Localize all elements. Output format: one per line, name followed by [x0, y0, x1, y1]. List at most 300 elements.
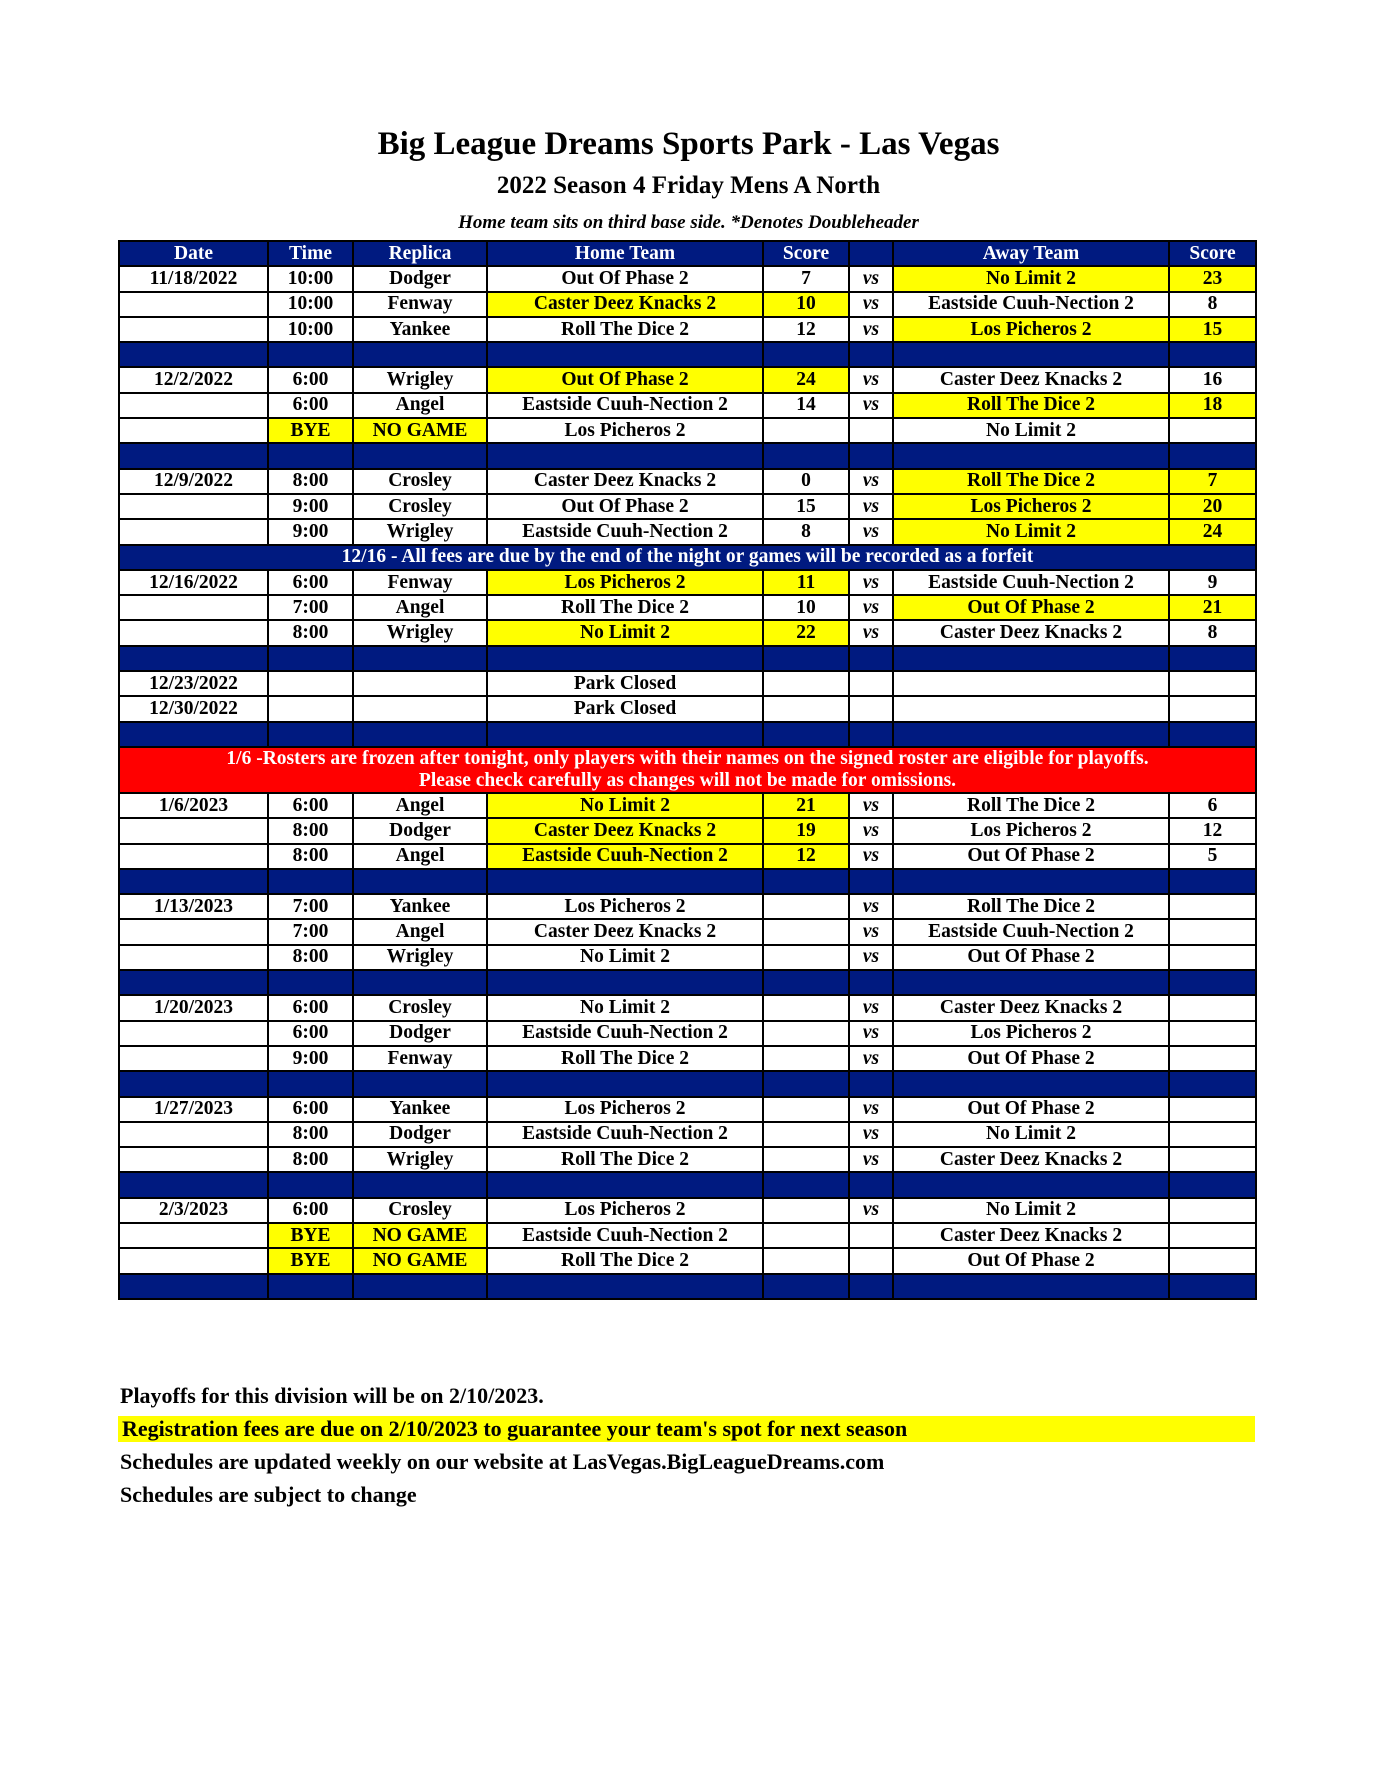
- game-row: [119, 1021, 1256, 1046]
- home-team-cell: Out Of Phase 2: [487, 367, 763, 392]
- separator-cell: [268, 1071, 353, 1096]
- date-cell: [119, 844, 268, 869]
- separator-cell: [487, 342, 763, 367]
- home-score-cell: 0: [763, 469, 849, 494]
- separator-cell: [353, 970, 487, 995]
- game-row: [119, 1122, 1256, 1147]
- roster-alert-message: 1/6 -Rosters are frozen after tonight, only players with their names on the signed roster are eligible for playoffs. Please check carefully as changes will not be made for omissions.: [119, 747, 1256, 793]
- empty-cell: [893, 671, 1169, 696]
- fees-notice-message: 12/16 - All fees are due by the end of the night or games will be recorded as a forfeit: [119, 545, 1256, 570]
- separator-cell: [1169, 443, 1256, 468]
- away-score-cell: 5: [1169, 844, 1256, 869]
- date-cell: 11/18/2022: [119, 266, 268, 291]
- separator-cell: [268, 1274, 353, 1299]
- time-cell: 6:00: [268, 1097, 353, 1122]
- empty-cell: [763, 1223, 849, 1248]
- replica-cell: Dodger: [353, 818, 487, 843]
- bye-team-cell: Eastside Cuuh-Nection 2: [487, 1223, 763, 1248]
- vs-cell: vs: [849, 894, 893, 919]
- time-cell: 8:00: [268, 818, 353, 843]
- replica-cell: Fenway: [353, 570, 487, 595]
- separator-cell: [119, 443, 268, 468]
- separator-row: [119, 970, 1256, 995]
- separator-row: [119, 646, 1256, 671]
- game-row: [119, 367, 1256, 392]
- vs-cell: vs: [849, 367, 893, 392]
- separator-cell: [849, 646, 893, 671]
- empty-cell: [849, 1223, 893, 1248]
- away-team-cell: No Limit 2: [893, 1198, 1169, 1223]
- date-cell: 12/9/2022: [119, 469, 268, 494]
- home-score-cell: 22: [763, 620, 849, 645]
- date-cell: [119, 945, 268, 970]
- away-team-cell: Eastside Cuuh-Nection 2: [893, 919, 1169, 944]
- bye-team-cell: Out Of Phase 2: [893, 1248, 1169, 1273]
- separator-cell: [893, 722, 1169, 747]
- separator-row: [119, 1071, 1256, 1096]
- home-team-cell: Out Of Phase 2: [487, 266, 763, 291]
- home-team-cell: Los Picheros 2: [487, 1198, 763, 1223]
- away-team-cell: Out Of Phase 2: [893, 1046, 1169, 1071]
- separator-cell: [763, 970, 849, 995]
- separator-cell: [353, 1172, 487, 1197]
- game-row: [119, 393, 1256, 418]
- away-score-cell: [1169, 1147, 1256, 1172]
- separator-cell: [487, 970, 763, 995]
- col-header-date: Date: [119, 241, 268, 266]
- home-score-cell: 19: [763, 818, 849, 843]
- vs-cell: vs: [849, 995, 893, 1020]
- empty-cell: [763, 418, 849, 443]
- vs-cell: vs: [849, 1097, 893, 1122]
- date-cell: 12/2/2022: [119, 367, 268, 392]
- away-team-cell: Out Of Phase 2: [893, 844, 1169, 869]
- separator-cell: [893, 1071, 1169, 1096]
- game-row: [119, 945, 1256, 970]
- away-team-cell: Caster Deez Knacks 2: [893, 620, 1169, 645]
- date-cell: 12/23/2022: [119, 671, 268, 696]
- empty-cell: [849, 696, 893, 721]
- home-team-cell: Los Picheros 2: [487, 570, 763, 595]
- separator-cell: [268, 869, 353, 894]
- date-cell: 1/13/2023: [119, 894, 268, 919]
- date-cell: [119, 393, 268, 418]
- replica-cell: Wrigley: [353, 1147, 487, 1172]
- date-cell: [119, 620, 268, 645]
- home-team-cell: Eastside Cuuh-Nection 2: [487, 1021, 763, 1046]
- date-cell: [119, 1046, 268, 1071]
- time-cell: [268, 696, 353, 721]
- vs-cell: vs: [849, 844, 893, 869]
- replica-cell: Dodger: [353, 1021, 487, 1046]
- game-row: [119, 469, 1256, 494]
- separator-cell: [763, 443, 849, 468]
- vs-cell: vs: [849, 393, 893, 418]
- separator-cell: [1169, 342, 1256, 367]
- separator-cell: [763, 342, 849, 367]
- away-score-cell: 16: [1169, 367, 1256, 392]
- game-row: [119, 595, 1256, 620]
- time-cell: 6:00: [268, 367, 353, 392]
- separator-row: [119, 443, 1256, 468]
- time-cell: 8:00: [268, 469, 353, 494]
- separator-row: [119, 722, 1256, 747]
- home-score-cell: [763, 1122, 849, 1147]
- empty-cell: [1169, 1223, 1256, 1248]
- vs-cell: vs: [849, 317, 893, 342]
- separator-cell: [353, 1071, 487, 1096]
- away-score-cell: 7: [1169, 469, 1256, 494]
- park-closed-cell: Park Closed: [487, 696, 763, 721]
- schedule-body: [119, 266, 1256, 1299]
- replica-cell: Crosley: [353, 469, 487, 494]
- playoffs-note: Playoffs for this division will be on 2/10/2023.: [120, 1383, 544, 1408]
- time-cell: 8:00: [268, 1122, 353, 1147]
- replica-cell: Yankee: [353, 894, 487, 919]
- change-note: Schedules are subject to change: [120, 1482, 417, 1507]
- separator-cell: [763, 1274, 849, 1299]
- date-cell: [119, 1147, 268, 1172]
- date-cell: [119, 494, 268, 519]
- home-team-cell: Los Picheros 2: [487, 894, 763, 919]
- empty-cell: [1169, 418, 1256, 443]
- away-score-cell: 24: [1169, 519, 1256, 544]
- time-cell: 9:00: [268, 1046, 353, 1071]
- date-cell: 1/27/2023: [119, 1097, 268, 1122]
- home-team-cell: No Limit 2: [487, 995, 763, 1020]
- page-title: Big League Dreams Sports Park - Las Vegas: [377, 126, 1000, 162]
- home-team-cell: Roll The Dice 2: [487, 317, 763, 342]
- home-team-cell: No Limit 2: [487, 945, 763, 970]
- replica-cell: Wrigley: [353, 945, 487, 970]
- time-cell: 9:00: [268, 519, 353, 544]
- replica-cell: Wrigley: [353, 367, 487, 392]
- bye-team-cell: No Limit 2: [893, 418, 1169, 443]
- separator-cell: [487, 443, 763, 468]
- replica-cell: Fenway: [353, 292, 487, 317]
- away-score-cell: 8: [1169, 292, 1256, 317]
- separator-cell: [268, 970, 353, 995]
- date-cell: [119, 519, 268, 544]
- away-score-cell: 18: [1169, 393, 1256, 418]
- away-team-cell: Eastside Cuuh-Nection 2: [893, 570, 1169, 595]
- separator-cell: [893, 342, 1169, 367]
- separator-cell: [763, 869, 849, 894]
- bye-team-cell: Los Picheros 2: [487, 418, 763, 443]
- date-cell: 2/3/2023: [119, 1198, 268, 1223]
- game-row: [119, 620, 1256, 645]
- seating-note: Home team sits on third base side. *Denotes Doubleheader: [458, 212, 919, 233]
- replica-cell: Wrigley: [353, 519, 487, 544]
- away-team-cell: Roll The Dice 2: [893, 469, 1169, 494]
- home-team-cell: Caster Deez Knacks 2: [487, 818, 763, 843]
- away-team-cell: Out Of Phase 2: [893, 1097, 1169, 1122]
- away-team-cell: Roll The Dice 2: [893, 793, 1169, 818]
- time-cell: 8:00: [268, 844, 353, 869]
- separator-cell: [268, 722, 353, 747]
- game-row: [119, 919, 1256, 944]
- game-row: [119, 570, 1256, 595]
- replica-cell: Angel: [353, 793, 487, 818]
- empty-cell: [1169, 696, 1256, 721]
- date-cell: [119, 1223, 268, 1248]
- home-score-cell: 12: [763, 317, 849, 342]
- separator-row: [119, 342, 1256, 367]
- home-team-cell: Eastside Cuuh-Nection 2: [487, 519, 763, 544]
- separator-row: [119, 1274, 1256, 1299]
- away-score-cell: 12: [1169, 818, 1256, 843]
- vs-cell: vs: [849, 945, 893, 970]
- home-team-cell: Eastside Cuuh-Nection 2: [487, 844, 763, 869]
- away-score-cell: [1169, 919, 1256, 944]
- away-score-cell: [1169, 1198, 1256, 1223]
- bye-label: BYE: [268, 1223, 353, 1248]
- separator-cell: [353, 646, 487, 671]
- separator-cell: [849, 869, 893, 894]
- home-score-cell: [763, 1046, 849, 1071]
- home-team-cell: Caster Deez Knacks 2: [487, 292, 763, 317]
- game-row: [119, 818, 1256, 843]
- time-cell: 6:00: [268, 393, 353, 418]
- separator-cell: [893, 443, 1169, 468]
- separator-cell: [353, 1274, 487, 1299]
- empty-cell: [893, 696, 1169, 721]
- time-cell: 7:00: [268, 919, 353, 944]
- replica-cell: Crosley: [353, 995, 487, 1020]
- away-score-cell: [1169, 1122, 1256, 1147]
- away-score-cell: 8: [1169, 620, 1256, 645]
- separator-cell: [1169, 970, 1256, 995]
- col-header-replica: Replica: [353, 241, 487, 266]
- separator-cell: [849, 1274, 893, 1299]
- replica-cell: Crosley: [353, 494, 487, 519]
- game-row: [119, 1046, 1256, 1071]
- away-team-cell: Out Of Phase 2: [893, 595, 1169, 620]
- date-cell: [119, 919, 268, 944]
- replica-cell: Fenway: [353, 1046, 487, 1071]
- away-score-cell: [1169, 1046, 1256, 1071]
- time-cell: 6:00: [268, 1198, 353, 1223]
- date-cell: 1/6/2023: [119, 793, 268, 818]
- page-subtitle: 2022 Season 4 Friday Mens A North: [496, 172, 881, 199]
- game-row: [119, 995, 1256, 1020]
- away-team-cell: Los Picheros 2: [893, 1021, 1169, 1046]
- away-team-cell: Los Picheros 2: [893, 494, 1169, 519]
- away-score-cell: 21: [1169, 595, 1256, 620]
- home-score-cell: [763, 919, 849, 944]
- home-score-cell: [763, 1198, 849, 1223]
- date-cell: [119, 292, 268, 317]
- roster-alert-row: [119, 747, 1256, 793]
- away-team-cell: Caster Deez Knacks 2: [893, 1147, 1169, 1172]
- away-team-cell: Los Picheros 2: [893, 818, 1169, 843]
- away-team-cell: No Limit 2: [893, 1122, 1169, 1147]
- away-team-cell: No Limit 2: [893, 266, 1169, 291]
- away-team-cell: Caster Deez Knacks 2: [893, 995, 1169, 1020]
- replica-cell: Angel: [353, 919, 487, 944]
- time-cell: 9:00: [268, 494, 353, 519]
- vs-cell: vs: [849, 266, 893, 291]
- home-team-cell: No Limit 2: [487, 620, 763, 645]
- replica-cell: Angel: [353, 393, 487, 418]
- bye-row: [119, 418, 1256, 443]
- bye-label: BYE: [268, 1248, 353, 1273]
- home-score-cell: [763, 1021, 849, 1046]
- replica-cell: Angel: [353, 595, 487, 620]
- replica-cell: Angel: [353, 844, 487, 869]
- separator-cell: [268, 342, 353, 367]
- date-cell: [119, 1021, 268, 1046]
- time-cell: 6:00: [268, 793, 353, 818]
- col-header-away-team: Away Team: [893, 241, 1169, 266]
- vs-cell: vs: [849, 570, 893, 595]
- away-team-cell: Los Picheros 2: [893, 317, 1169, 342]
- home-team-cell: Roll The Dice 2: [487, 1147, 763, 1172]
- home-team-cell: Caster Deez Knacks 2: [487, 919, 763, 944]
- separator-cell: [353, 869, 487, 894]
- date-cell: [119, 1248, 268, 1273]
- home-score-cell: 21: [763, 793, 849, 818]
- vs-cell: vs: [849, 494, 893, 519]
- separator-cell: [119, 722, 268, 747]
- away-team-cell: Eastside Cuuh-Nection 2: [893, 292, 1169, 317]
- vs-cell: vs: [849, 469, 893, 494]
- separator-cell: [268, 443, 353, 468]
- home-team-cell: No Limit 2: [487, 793, 763, 818]
- game-row: [119, 1147, 1256, 1172]
- home-score-cell: [763, 894, 849, 919]
- away-team-cell: No Limit 2: [893, 519, 1169, 544]
- separator-cell: [353, 443, 487, 468]
- no-game-label: NO GAME: [353, 1248, 487, 1273]
- game-row: [119, 1097, 1256, 1122]
- separator-cell: [893, 869, 1169, 894]
- separator-cell: [849, 970, 893, 995]
- separator-cell: [119, 1071, 268, 1096]
- separator-cell: [119, 970, 268, 995]
- date-cell: 12/30/2022: [119, 696, 268, 721]
- home-team-cell: Eastside Cuuh-Nection 2: [487, 393, 763, 418]
- separator-cell: [119, 1274, 268, 1299]
- empty-cell: [849, 1248, 893, 1273]
- game-row: [119, 793, 1256, 818]
- separator-row: [119, 869, 1256, 894]
- game-row: [119, 494, 1256, 519]
- away-score-cell: [1169, 1097, 1256, 1122]
- time-cell: 8:00: [268, 1147, 353, 1172]
- vs-cell: vs: [849, 1046, 893, 1071]
- separator-cell: [119, 869, 268, 894]
- empty-cell: [763, 1248, 849, 1273]
- website-note: Schedules are updated weekly on our website at LasVegas.BigLeagueDreams.com: [120, 1449, 885, 1474]
- separator-cell: [487, 646, 763, 671]
- separator-cell: [487, 1274, 763, 1299]
- replica-cell: Yankee: [353, 1097, 487, 1122]
- separator-cell: [849, 1071, 893, 1096]
- col-header-vs: [849, 241, 893, 266]
- park-closed-cell: Park Closed: [487, 671, 763, 696]
- replica-cell: Wrigley: [353, 620, 487, 645]
- separator-cell: [1169, 1172, 1256, 1197]
- time-cell: 6:00: [268, 995, 353, 1020]
- col-header-time: Time: [268, 241, 353, 266]
- date-cell: [119, 418, 268, 443]
- vs-cell: vs: [849, 1198, 893, 1223]
- home-score-cell: [763, 1097, 849, 1122]
- col-header-away-score: Score: [1169, 241, 1256, 266]
- vs-cell: vs: [849, 919, 893, 944]
- home-score-cell: [763, 1147, 849, 1172]
- replica-cell: Yankee: [353, 317, 487, 342]
- separator-cell: [119, 646, 268, 671]
- separator-cell: [849, 342, 893, 367]
- game-row: [119, 266, 1256, 291]
- separator-cell: [487, 1172, 763, 1197]
- replica-cell: [353, 696, 487, 721]
- vs-cell: vs: [849, 793, 893, 818]
- bye-team-cell: Caster Deez Knacks 2: [893, 1223, 1169, 1248]
- home-team-cell: Out Of Phase 2: [487, 494, 763, 519]
- separator-cell: [763, 1172, 849, 1197]
- home-team-cell: Caster Deez Knacks 2: [487, 469, 763, 494]
- separator-cell: [1169, 869, 1256, 894]
- time-cell: 8:00: [268, 620, 353, 645]
- separator-cell: [893, 1172, 1169, 1197]
- date-cell: 1/20/2023: [119, 995, 268, 1020]
- date-cell: [119, 1122, 268, 1147]
- separator-cell: [487, 722, 763, 747]
- home-score-cell: 10: [763, 292, 849, 317]
- game-row: [119, 844, 1256, 869]
- away-score-cell: 9: [1169, 570, 1256, 595]
- bye-row: [119, 1223, 1256, 1248]
- away-score-cell: 20: [1169, 494, 1256, 519]
- separator-cell: [849, 722, 893, 747]
- separator-cell: [119, 1172, 268, 1197]
- separator-cell: [893, 646, 1169, 671]
- vs-cell: vs: [849, 1021, 893, 1046]
- home-team-cell: Roll The Dice 2: [487, 595, 763, 620]
- separator-cell: [1169, 1071, 1256, 1096]
- empty-cell: [763, 671, 849, 696]
- game-row: [119, 894, 1256, 919]
- date-cell: [119, 818, 268, 843]
- table-header-row: [119, 241, 1256, 266]
- home-score-cell: 10: [763, 595, 849, 620]
- time-cell: 6:00: [268, 1021, 353, 1046]
- home-score-cell: 24: [763, 367, 849, 392]
- empty-cell: [849, 418, 893, 443]
- time-cell: 10:00: [268, 292, 353, 317]
- bye-team-cell: Roll The Dice 2: [487, 1248, 763, 1273]
- separator-cell: [893, 970, 1169, 995]
- vs-cell: vs: [849, 1147, 893, 1172]
- vs-cell: vs: [849, 818, 893, 843]
- separator-cell: [268, 1172, 353, 1197]
- replica-cell: Dodger: [353, 266, 487, 291]
- registration-note: Registration fees are due on 2/10/2023 to guarantee your team's spot for next season: [118, 1416, 1255, 1442]
- home-score-cell: 7: [763, 266, 849, 291]
- empty-cell: [763, 696, 849, 721]
- vs-cell: vs: [849, 595, 893, 620]
- time-cell: 7:00: [268, 595, 353, 620]
- bye-row: [119, 1248, 1256, 1273]
- home-score-cell: [763, 995, 849, 1020]
- home-score-cell: 8: [763, 519, 849, 544]
- separator-cell: [1169, 1274, 1256, 1299]
- replica-cell: Crosley: [353, 1198, 487, 1223]
- date-cell: [119, 595, 268, 620]
